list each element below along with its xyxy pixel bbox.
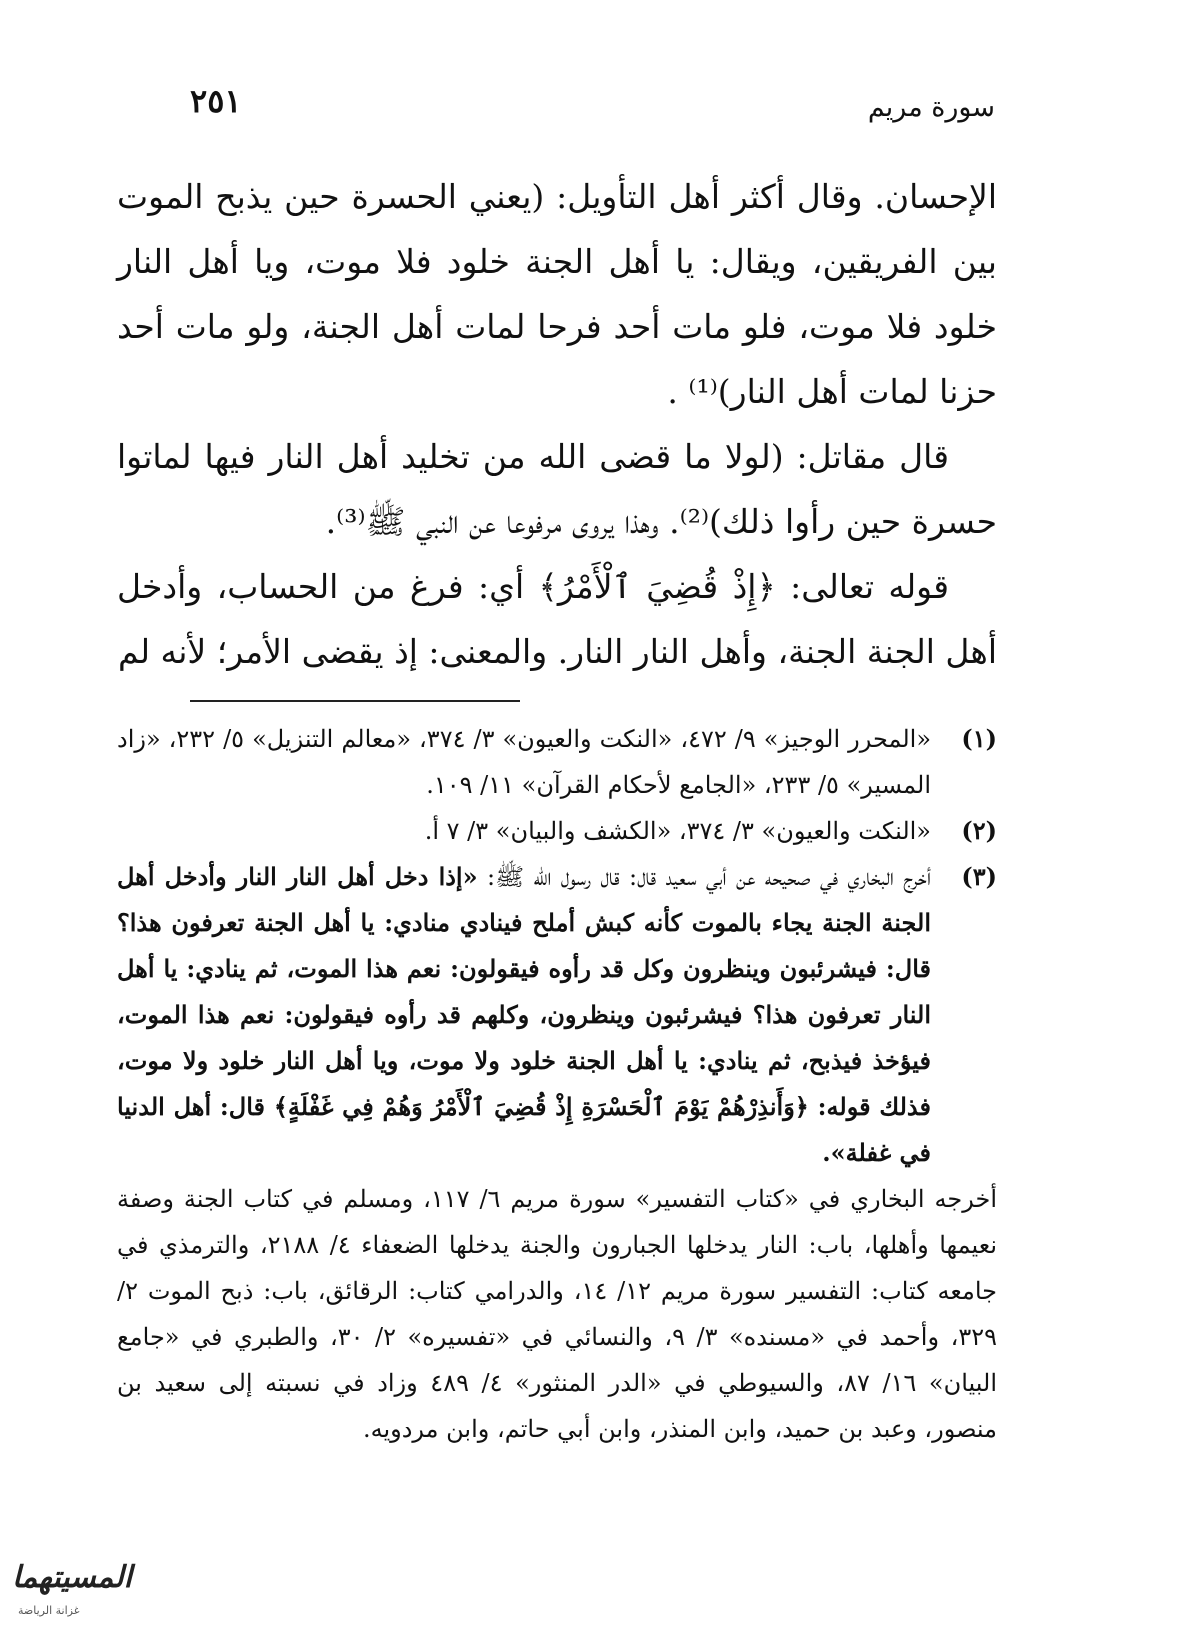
footnote-2-text: «النكت والعيون» ٣/ ٣٧٤، «الكشف والبيان» ٣/ ٧ أ. [424, 817, 931, 845]
footnote-3-takhrij: أخرجه البخاري في «كتاب التفسير» سورة مريم ٦/ ١١٧، ومسلم في كتاب الجنة وصفة نعيمها وأهلها، باب: النار يدخلها الجبارون والجنة يدخلها الضعفاء ٤/ ٢١٨٨، والترمذي في جامعه كتاب: التفسير سورة مريم ١٢/ ١٤، والدرامي كتاب: الرقائق، باب: ذبح الموت ٢/ ٣٢٩، وأحمد في «مسنده» ٣/ ٩، والنسائي في «تفسيره» ٢/ ٣٠، والطبري في «جامع البيان» ١٦/ ٨٧، والسيوطي في «الدر المنثور» ٤/ ٤٨٩ وزاد في نسبته إلى سعيد بن منصور، وعبد بن حميد، وابن المنذر، وابن أبي حاتم، وابن مردويه. [117, 1185, 998, 1443]
footnote-3-number: (٣) [961, 862, 997, 891]
page-number: ٢٥١ [190, 82, 242, 120]
seal-subtext: غزانة الرياضة [18, 1604, 80, 1617]
paragraph-3: قوله تعالى: ﴿إِذْ قُضِيَ ٱلْأَمْرُ﴾ أي: فرغ من الحساب، وأدخل أهل الجنة الجنة، وأهل النار النار. والمعنى: إذ يقضى الأمر؛ لأنه لم [117, 567, 997, 671]
surah-title: سورة مريم [867, 92, 995, 123]
paragraph-2: قال مقاتل: (لولا ما قضى الله من تخليد أهل النار فيها لماتوا حسرة حين رأوا ذلك)⁽²⁾. وهذا يروى مرفوعا عن النبي ﷺ⁽³⁾. [117, 437, 997, 541]
page-header [90, 82, 995, 122]
footnote-2 [117, 808, 997, 854]
footnote-3 [117, 854, 997, 1176]
footnote-separator [190, 700, 520, 702]
footnote-1-number: (١) [961, 724, 997, 753]
library-seal [4, 1560, 132, 1622]
footnote-1 [117, 716, 997, 808]
footnotes [117, 716, 997, 1452]
paragraph-1: الإحسان. وقال أكثر أهل التأويل: (يعني الحسرة حين يذبح الموت بين الفريقين، ويقال: يا أهل الجنة خلود فلا موت، ويا أهل النار خلود فلا موت، فلو مات أحد فرحا لمات أهل الجنة، ولو مات أحد حزنا لمات أهل النار)⁽¹⁾ . [117, 177, 997, 411]
footnote-3-intro: أخرج البخاري في صحيحه عن أبي سعيد قال: قال رسول الله ﷺ: [477, 863, 931, 891]
footnote-2-number: (٢) [961, 816, 997, 845]
main-text [117, 164, 997, 684]
seal-text: المسيتهما [12, 1560, 132, 1595]
footnote-3-hadith: «إذا دخل أهل النار النار وأدخل أهل الجنة الجنة يجاء بالموت كأنه كبش أملح فينادي منادي: يا أهل الجنة تعرفون هذا؟ قال: فيشرئبون وينظرون وكل قد رأوه فيقولون: نعم هذا الموت، ثم ينادي: يا أهل النار تعرفون هذا؟ فيشرئبون وينظرون، وكلهم قد رأوه فيقولون: نعم هذا الموت، فيؤخذ فيذبح، ثم ينادي: يا أهل الجنة خلود ولا موت، ويا أهل النار خلود ولا موت، فذلك قوله: ﴿وَأَنذِرْهُمْ يَوْمَ ٱلْحَسْرَةِ إِذْ قُضِيَ ٱلْأَمْرُ وَهُمْ فِي غَفْلَةٍ﴾ قال: أهل الدنيا في غفلة». [117, 862, 931, 1167]
footnote-1-text: «المحرر الوجيز» ٩/ ٤٧٢، «النكت والعيون» ٣/ ٣٧٤، «معالم التنزيل» ٥/ ٢٣٢، «زاد المسير» ٥/ ٢٣٣، «الجامع لأحكام القرآن» ١١/ ١٠٩. [117, 725, 932, 799]
